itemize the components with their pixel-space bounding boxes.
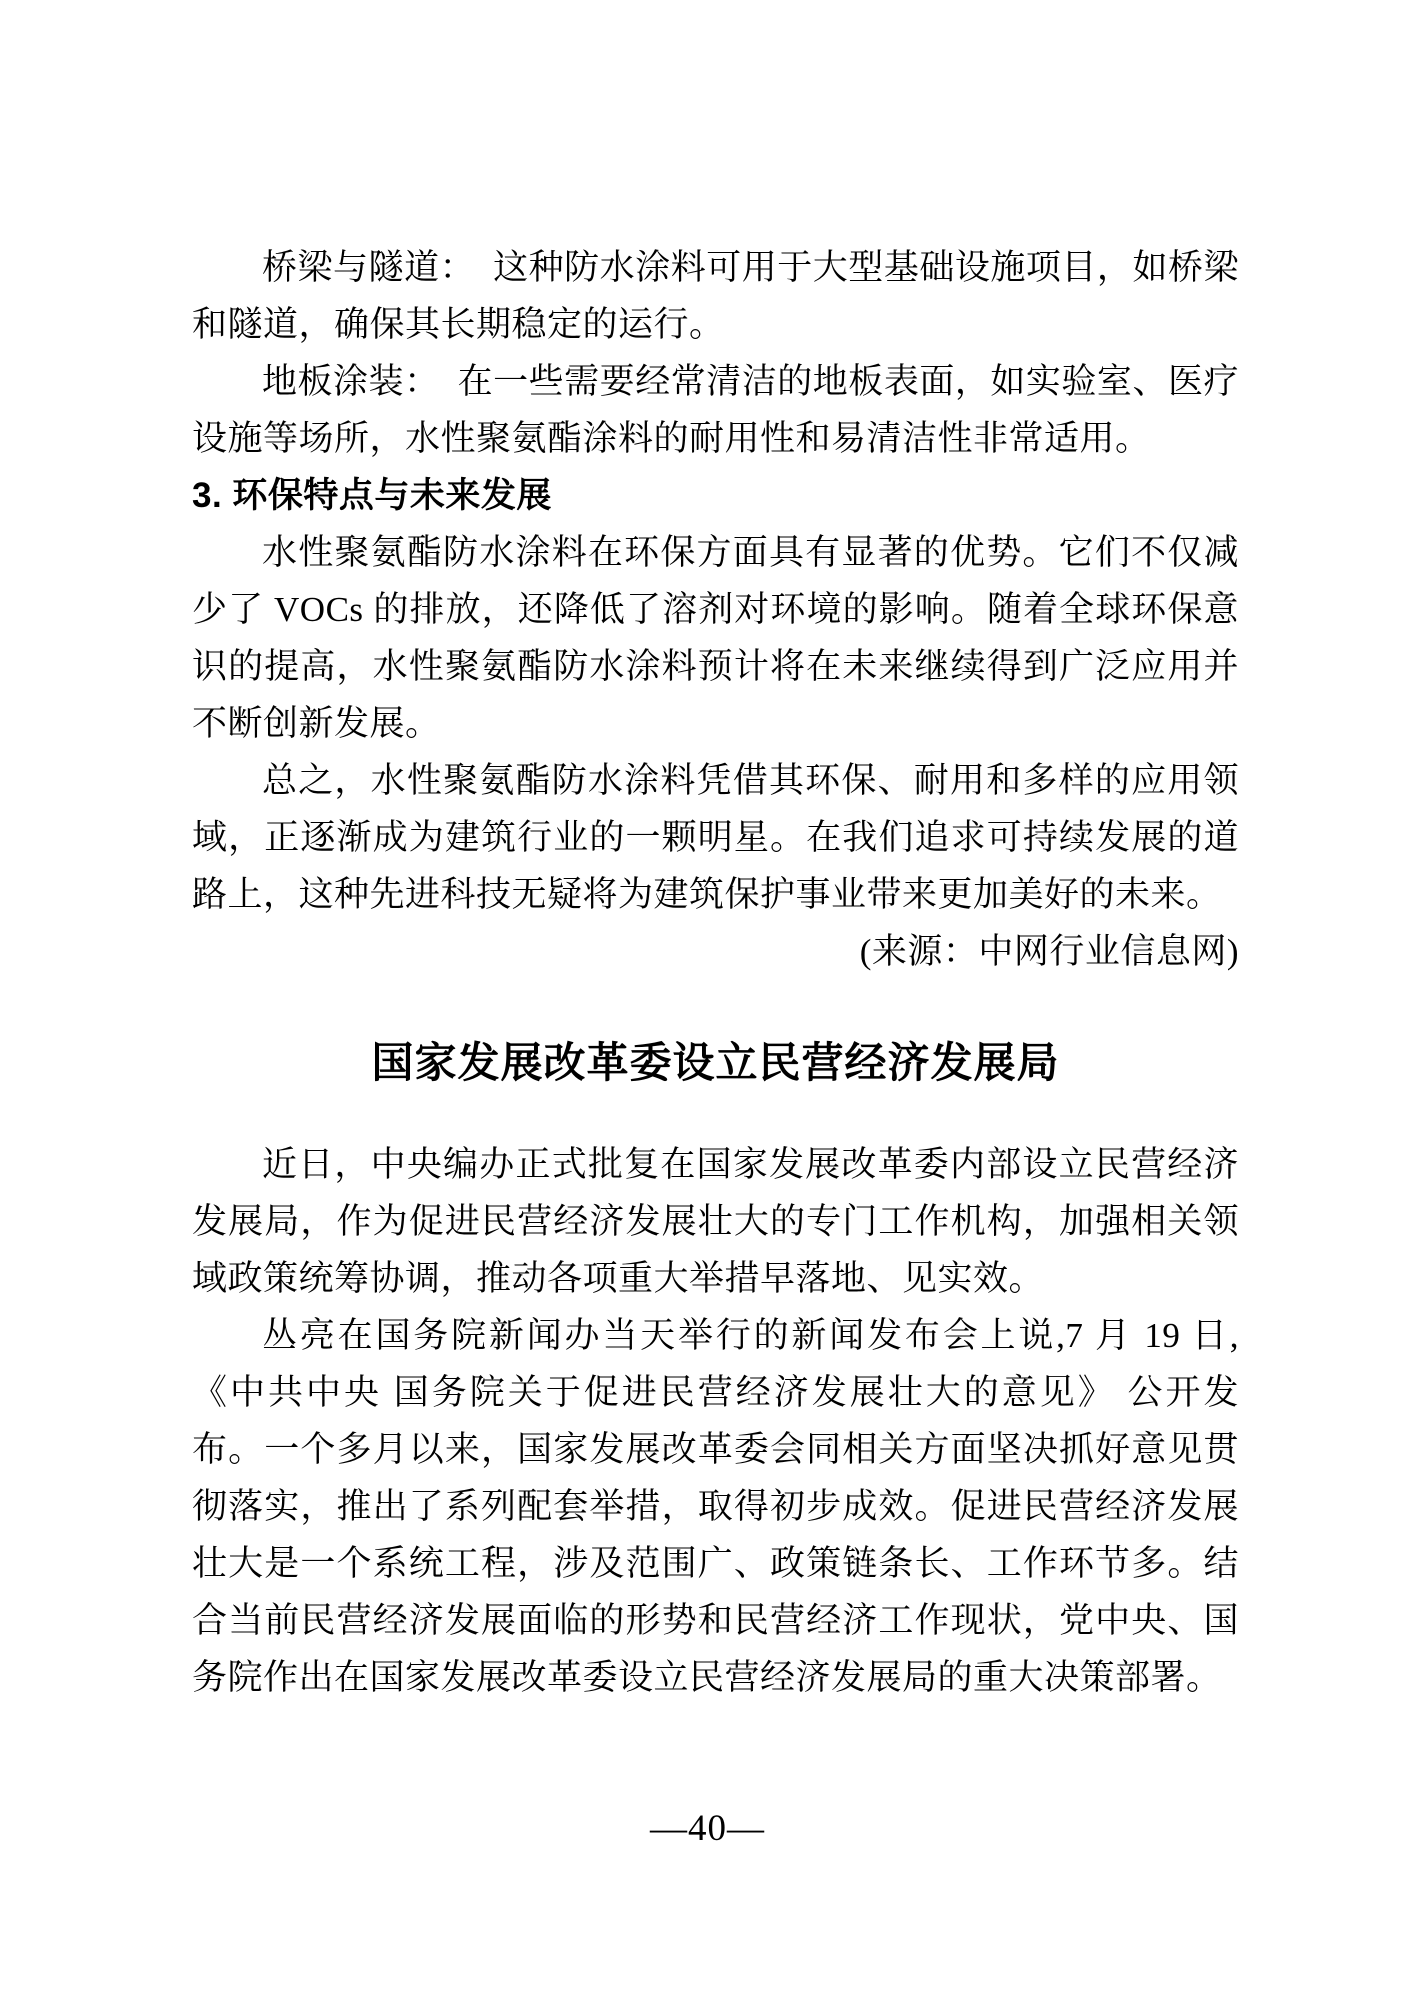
page-number: —40— [650, 1808, 765, 1849]
paragraph-environmental-advantages: 水性聚氨酯防水涂料在环保方面具有显著的优势。它们不仅减少了 VOCs 的排放，还降低了溶剂对环境的影响。随着全球环保意识的提高，水性聚氨酯防水涂料预计将在未来继续得到广泛应用并不断创新发展。 [192, 533, 1239, 743]
paragraph-floor-coating: 地板涂装： 在一些需要经常清洁的地板表面，如实验室、医疗设施等场所，水性聚氨酯涂料的耐用性和易清洁性非常适用。 [192, 362, 1239, 458]
paragraph-bureau-details: 丛亮在国务院新闻办当天举行的新闻发布会上说,7 月 19 日,《中共中央 国务院关于促进民营经济发展壮大的意见》 公开发布。一个多月以来，国家发展改革委会同相关方面坚决抓好意见贯彻落实，推出了系列配套举措，取得初步成效。促进民营经济发展壮大是一个系统工程，涉及范围广、政策链条长、工作环节多。结合当前民营经济发展面临的形势和民营经济工作现状，党中央、国务院作出在国家发展改革委设立民营经济发展局的重大决策部署。 [192, 1316, 1239, 1697]
paragraph-summary: 总之，水性聚氨酯防水涂料凭借其环保、耐用和多样的应用领域，正逐渐成为建筑行业的一颗明星。在我们追求可持续发展的道路上，这种先进科技无疑将为建筑保护事业带来更加美好的未来。 [192, 761, 1239, 914]
paragraph-bridges-tunnels: 桥梁与隧道： 这种防水涂料可用于大型基础设施项目，如桥梁和隧道，确保其长期稳定的运行。 [192, 248, 1239, 344]
article-source-attribution: (来源：中网行业信息网) [859, 932, 1239, 971]
section-heading-environmental-features: 3. 环保特点与未来发展 [192, 476, 552, 515]
article-title-ndrc-bureau: 国家发展改革委设立民营经济发展局 [371, 1041, 1060, 1087]
page-text-column [192, 239, 1239, 1706]
paragraph-bureau-establishment: 近日，中央编办正式批复在国家发展改革委内部设立民营经济发展局，作为促进民营经济发展壮大的专门工作机构，加强相关领域政策统筹协调，推动各项重大举措早落地、见实效。 [192, 1145, 1239, 1298]
